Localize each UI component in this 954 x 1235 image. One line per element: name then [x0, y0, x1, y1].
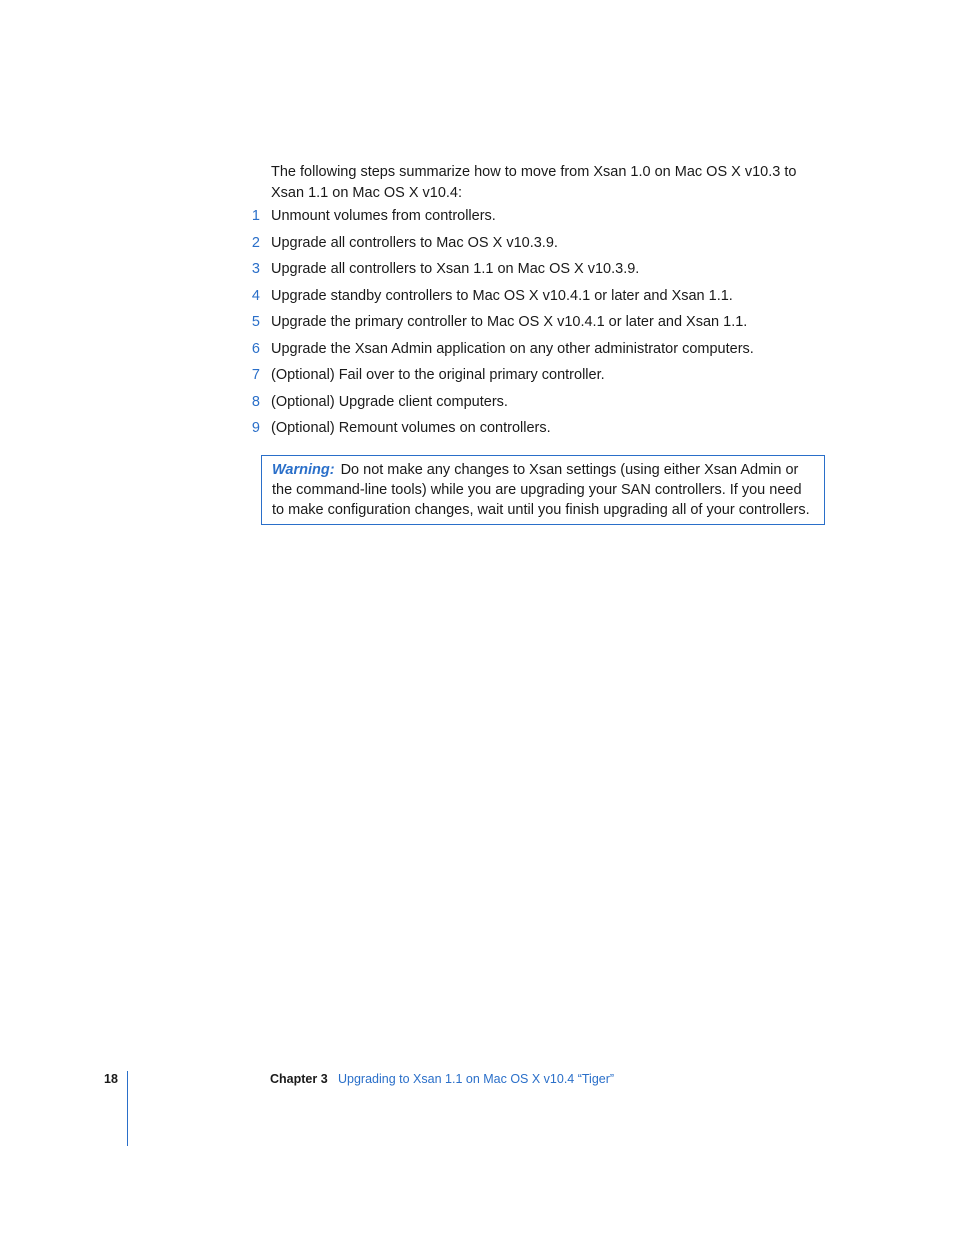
list-item — [240, 206, 754, 233]
list-item — [240, 392, 754, 419]
list-item — [240, 233, 754, 260]
footer-chapter-title: Upgrading to Xsan 1.1 on Mac OS X v10.4 “Tiger” — [338, 1072, 615, 1086]
footer-divider — [127, 1071, 128, 1146]
steps-list — [240, 206, 754, 445]
step-number: 6 — [251, 340, 260, 357]
footer-chapter: Chapter 3 — [270, 1072, 328, 1086]
list-item — [240, 312, 754, 339]
step-number: 1 — [251, 208, 260, 224]
page-number: 18 — [104, 1072, 118, 1086]
step-text: Upgrade the Xsan Admin application on any other administrator computers. — [271, 340, 754, 357]
warning-box — [261, 455, 825, 525]
warning-label: Warning: — [272, 462, 335, 478]
list-item — [240, 339, 754, 366]
step-number: 9 — [251, 420, 260, 436]
step-text: Unmount volumes from controllers. — [271, 208, 496, 224]
warning-text: Do not make any changes to Xsan settings (using either Xsan Admin or the command-line tools) while you are upgrading your SAN controllers. If you need to make configuration changes, wait until you finish upgrading all of your controllers. — [272, 462, 810, 518]
intro-paragraph: The following steps summarize how to move from Xsan 1.0 on Mac OS X v10.3 to Xsan 1.1 on Mac OS X v10.4: — [271, 164, 797, 201]
step-text: Upgrade all controllers to Mac OS X v10.3.9. — [271, 234, 558, 251]
step-number: 5 — [251, 314, 260, 330]
step-number: 2 — [251, 234, 260, 251]
list-item — [240, 286, 754, 313]
step-text: Upgrade the primary controller to Mac OS X v10.4.1 or later and Xsan 1.1. — [271, 314, 748, 330]
list-item — [240, 365, 754, 392]
list-item — [240, 418, 754, 445]
step-text: (Optional) Fail over to the original primary controller. — [271, 367, 605, 383]
step-number: 3 — [251, 261, 260, 277]
step-text: (Optional) Remount volumes on controllers. — [271, 420, 551, 436]
step-text: Upgrade all controllers to Xsan 1.1 on Mac OS X v10.3.9. — [271, 261, 640, 277]
step-text: Upgrade standby controllers to Mac OS X v10.4.1 or later and Xsan 1.1. — [271, 287, 733, 304]
list-item — [240, 259, 754, 286]
step-text: (Optional) Upgrade client computers. — [271, 393, 508, 410]
step-number: 7 — [251, 367, 260, 383]
step-number: 8 — [251, 393, 260, 410]
step-number: 4 — [251, 287, 260, 304]
